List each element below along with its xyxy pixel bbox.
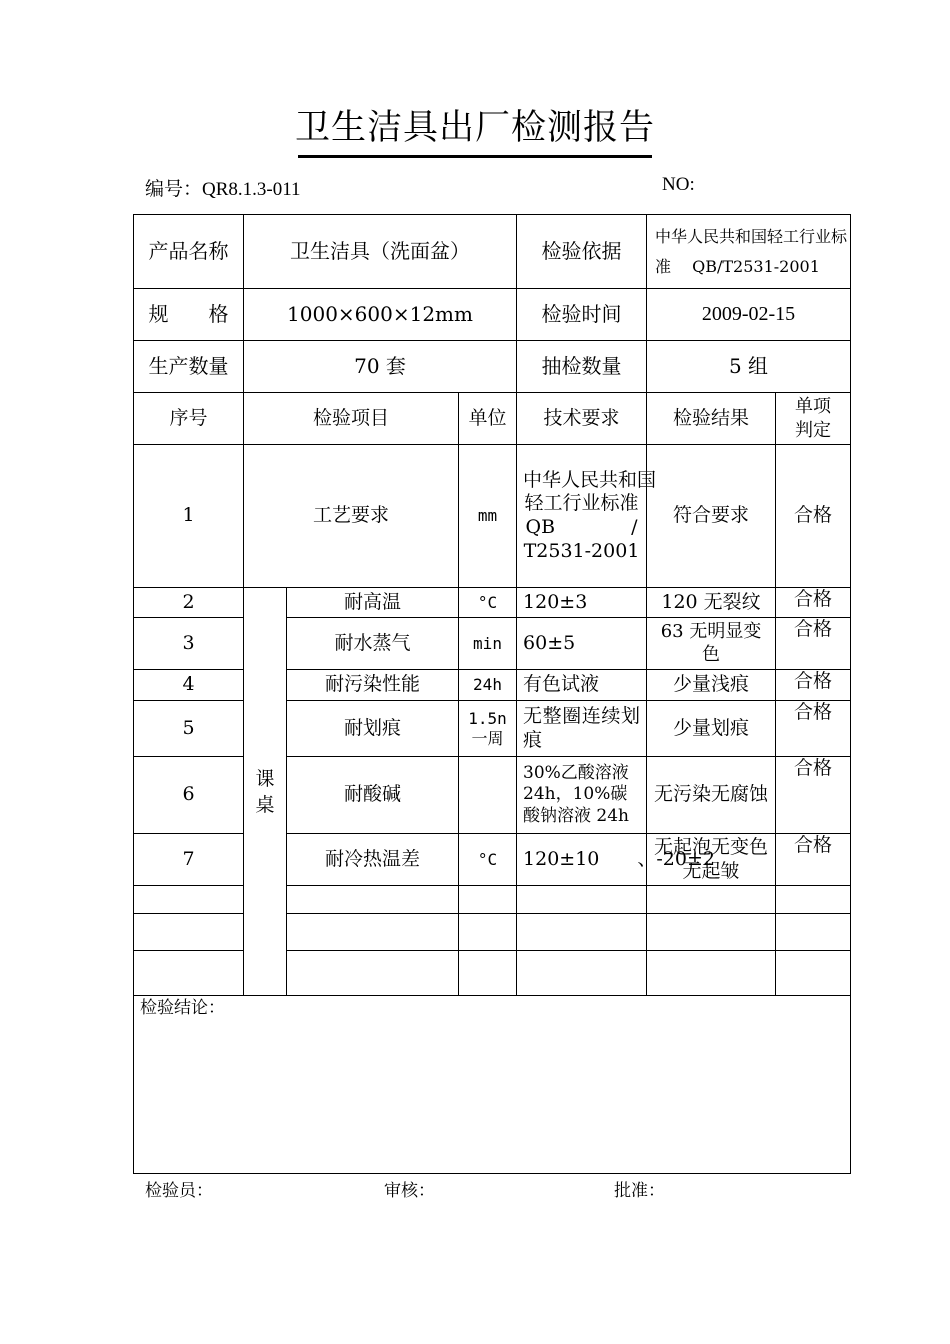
empty-cell — [776, 886, 851, 914]
row-tech-line: 轻工行业标准 — [524, 492, 639, 515]
empty-cell — [517, 914, 647, 951]
empty-row — [134, 886, 851, 914]
table-row — [134, 670, 851, 701]
row-unit: °C — [459, 588, 517, 618]
row-seq: 1 — [134, 445, 244, 588]
product-name-value: 卫生洁具（洗面盆） — [244, 215, 517, 289]
time-value: 2009-02-15 — [647, 289, 851, 341]
report-number-value: QR8.1.3-011 — [202, 179, 301, 200]
row-tech — [517, 445, 657, 588]
empty-cell — [287, 886, 459, 914]
approver-label: 批准： — [614, 1181, 665, 1201]
empty-cell — [517, 886, 647, 914]
row-result: 无污染无腐蚀 — [647, 757, 776, 834]
row-unit: mm — [459, 445, 517, 588]
empty-cell — [287, 914, 459, 951]
table-row — [134, 701, 851, 757]
row-judge: 合格 — [776, 757, 851, 834]
empty-cell — [776, 914, 851, 951]
row-unit: 24h — [459, 670, 517, 701]
header-item: 检验项目 — [244, 393, 459, 445]
row-result: 少量浅痕 — [647, 670, 776, 701]
row-unit — [459, 757, 517, 834]
empty-cell — [517, 951, 647, 996]
reviewer-label: 审核： — [384, 1181, 435, 1201]
info-row-qty — [134, 341, 851, 393]
row-tech: 120±10 、-20±2 — [517, 834, 647, 886]
empty-cell — [134, 886, 244, 914]
spec-value: 1000×600×12mm — [244, 289, 517, 341]
report-title: 卫生洁具出厂检测报告 — [294, 108, 655, 148]
empty-cell — [647, 886, 776, 914]
header-judge — [776, 393, 851, 445]
row-result: 少量划痕 — [647, 701, 776, 757]
sample-value: 5 组 — [647, 341, 851, 393]
row-result: 63 无明显变色 — [647, 618, 776, 670]
empty-row — [134, 914, 851, 951]
empty-cell — [647, 914, 776, 951]
empty-cell — [134, 951, 244, 996]
header-judge-line1: 单项 — [795, 395, 832, 417]
table-row — [134, 757, 851, 834]
group-label-cell — [244, 588, 287, 996]
info-row-product — [134, 215, 851, 289]
conclusion-cell — [134, 996, 851, 1174]
row-tech: 有色试液 — [517, 670, 647, 701]
row-seq: 4 — [134, 670, 244, 701]
empty-cell — [459, 914, 517, 951]
row-item: 耐污染性能 — [287, 670, 459, 701]
basis-value-line1: 中华人民共和国轻工行业标 — [655, 226, 848, 246]
row-result: 120 无裂纹 — [647, 588, 776, 618]
header-unit: 单位 — [459, 393, 517, 445]
sample-label: 抽检数量 — [517, 341, 647, 393]
row-tech: 30%乙酸溶液 24h，10%碳酸钠溶液 24h — [517, 757, 647, 834]
time-label: 检验时间 — [517, 289, 647, 341]
inspector-label: 检验员： — [145, 1181, 213, 1201]
row-item: 耐冷热温差 — [287, 834, 459, 886]
row-seq: 3 — [134, 618, 244, 670]
empty-cell — [647, 951, 776, 996]
table-row — [134, 588, 851, 618]
table-row — [134, 445, 851, 588]
row-item: 耐高温 — [287, 588, 459, 618]
row-tech: 60±5 — [517, 618, 647, 670]
row-tech-line: QB / — [525, 516, 638, 538]
row-seq: 2 — [134, 588, 244, 618]
row-judge: 合格 — [776, 445, 851, 588]
row-tech: 无整圈连续划痕 — [517, 701, 647, 757]
report-number-label: 编号： — [145, 178, 203, 200]
empty-cell — [134, 914, 244, 951]
empty-cell — [287, 951, 459, 996]
row-unit: 1.5n 一周 — [459, 701, 517, 757]
header-seq: 序号 — [134, 393, 244, 445]
conclusion-label: 检验结论： — [140, 998, 225, 1018]
report-table — [133, 214, 851, 1174]
row-result: 无起泡无变色无起皱 — [647, 834, 776, 886]
row-item: 耐水蒸气 — [287, 618, 459, 670]
product-name-label: 产品名称 — [134, 215, 244, 289]
qty-label: 生产数量 — [134, 341, 244, 393]
row-judge: 合格 — [776, 618, 851, 670]
basis-value-line2: 准 QB/T2531-2001 — [655, 256, 820, 276]
row-tech-line: T2531-2001 — [523, 539, 640, 562]
header-row — [134, 393, 851, 445]
row-seq: 5 — [134, 701, 244, 757]
group-label: 课桌 — [255, 767, 275, 816]
table-row — [134, 834, 851, 886]
row-judge: 合格 — [776, 670, 851, 701]
empty-row — [134, 951, 851, 996]
row-seq: 6 — [134, 757, 244, 834]
header-tech: 技术要求 — [517, 393, 647, 445]
row-result: 符合要求 — [647, 445, 776, 588]
row-judge: 合格 — [776, 834, 851, 886]
header-result: 检验结果 — [647, 393, 776, 445]
row-tech-line: 中华人民共和国 — [523, 468, 657, 491]
header-judge-line2: 判定 — [795, 419, 832, 441]
row-unit: min — [459, 618, 517, 670]
row-item: 工艺要求 — [244, 445, 459, 588]
info-row-spec — [134, 289, 851, 341]
row-tech: 120±3 — [517, 588, 647, 618]
row-seq: 7 — [134, 834, 244, 886]
conclusion-row — [134, 996, 851, 1174]
row-item: 耐酸碱 — [287, 757, 459, 834]
row-judge: 合格 — [776, 588, 851, 618]
report-number — [145, 174, 301, 201]
row-judge: 合格 — [776, 701, 851, 757]
spec-label: 规 格 — [134, 289, 244, 341]
no-label: NO: — [662, 174, 695, 195]
table-row — [134, 618, 851, 670]
title-underline — [298, 155, 652, 158]
empty-cell — [459, 886, 517, 914]
basis-label: 检验依据 — [517, 215, 647, 289]
qty-value: 70 套 — [244, 341, 517, 393]
basis-value — [647, 215, 851, 289]
empty-cell — [776, 951, 851, 996]
row-item: 耐划痕 — [287, 701, 459, 757]
row-unit: °C — [459, 834, 517, 886]
empty-cell — [459, 951, 517, 996]
